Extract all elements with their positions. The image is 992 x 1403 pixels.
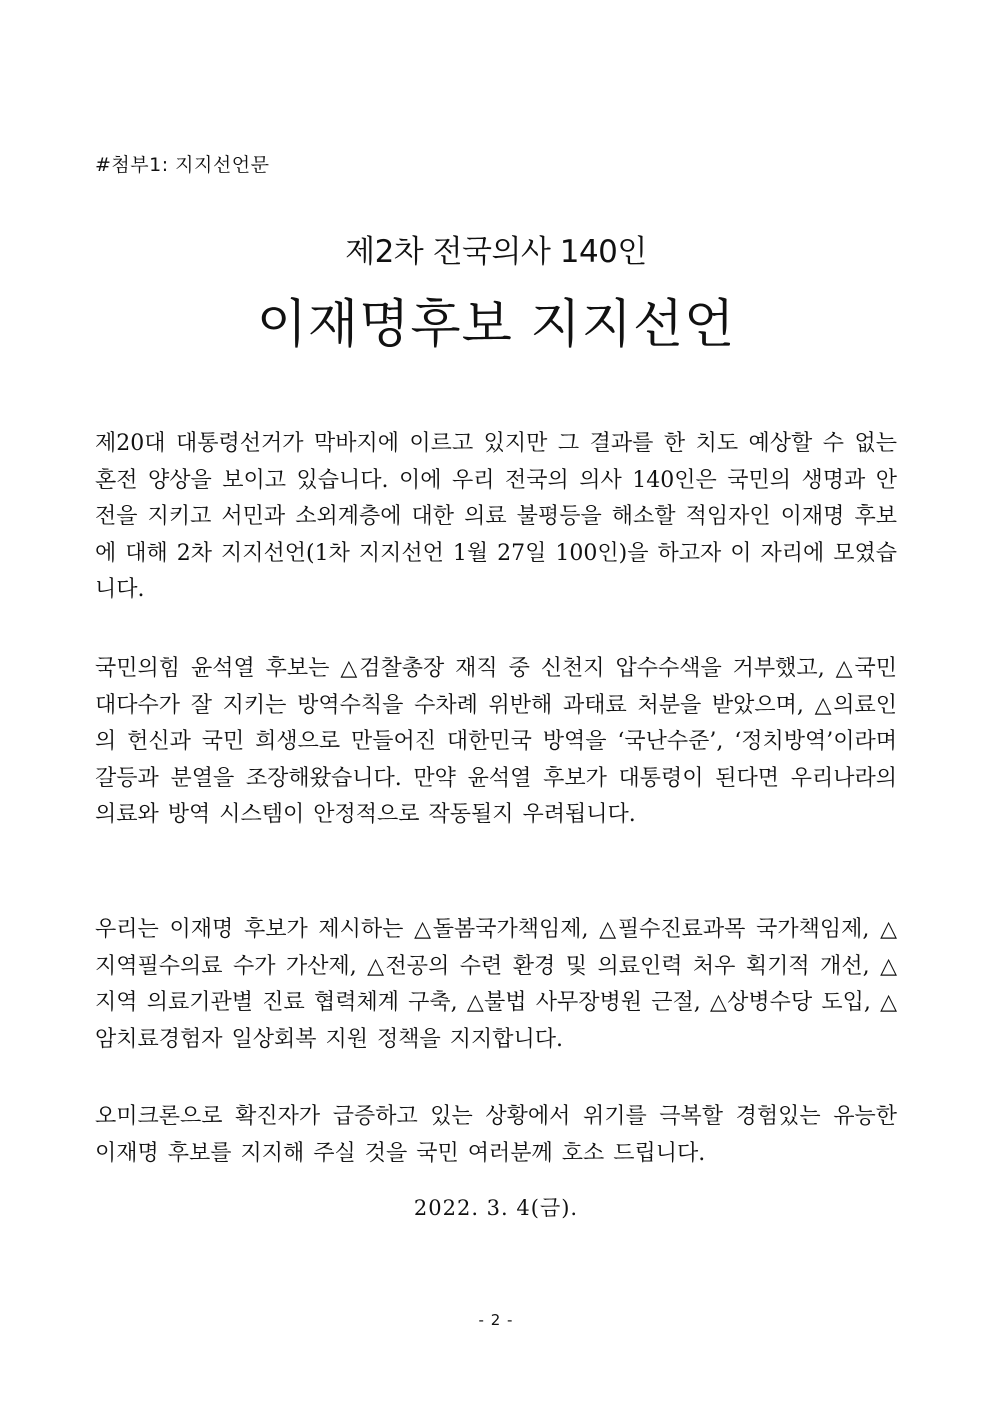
paragraph-criticism: 국민의힘 윤석열 후보는 △검찰총장 재직 중 신천지 압수수색을 거부했고, △국민 대다수가 잘 지키는 방역수칙을 수차례 위반해 과태료 처분을 받았으며, △의료인의 헌신과 국민 희생으로 만들어진 대한민국 방역을 ‘국난수준’, ‘정치방역’이라며 갈등과 분열을 조장해왔습니다. 만약 윤석열 후보가 대통령이 된다면 우리나라의 의료와 방역 시스템이 안정적으로 작동될지 우려됩니다. xyxy=(95,656,897,827)
paragraph-intro: 제20대 대통령선거가 막바지에 이르고 있지만 그 결과를 한 치도 예상할 수 없는 혼전 양상을 보이고 있습니다. 이에 우리 전국의 의사 140인은 국민의 생명과 안전을 지키고 서민과 소외계층에 대한 의료 불평등을 해소할 적임자인 이재명 후보에 대해 2차 지지선언(1차 지지선언 1월 27일 100인)을 하고자 이 자리에 모였습니다. xyxy=(95,431,897,602)
attachment-label: #첨부1: 지지선언문 xyxy=(95,154,270,176)
page-number: - 2 - xyxy=(478,1311,514,1329)
paragraph-policies: 우리는 이재명 후보가 제시하는 △돌봄국가책임제, △필수진료과목 국가책임제, △지역필수의료 수가 가산제, △전공의 수련 환경 및 의료인력 처우 획기적 개선, △지역 의료기관별 진료 협력체계 구축, △불법 사무장병원 근절, △상병수당 도입, △암치료경험자 일상회복 지원 정책을 지지합니다. xyxy=(95,917,897,1052)
document-subtitle: 제2차 전국의사 140인 xyxy=(345,234,647,270)
document-title: 이재명후보 지지선언 xyxy=(256,295,736,355)
document-date: 2022. 3. 4(금). xyxy=(413,1196,579,1220)
paragraph-appeal: 오미크론으로 확진자가 급증하고 있는 상황에서 위기를 극복할 경험있는 유능한 이재명 후보를 지지해 주실 것을 국민 여러분께 호소 드립니다. xyxy=(95,1104,897,1166)
